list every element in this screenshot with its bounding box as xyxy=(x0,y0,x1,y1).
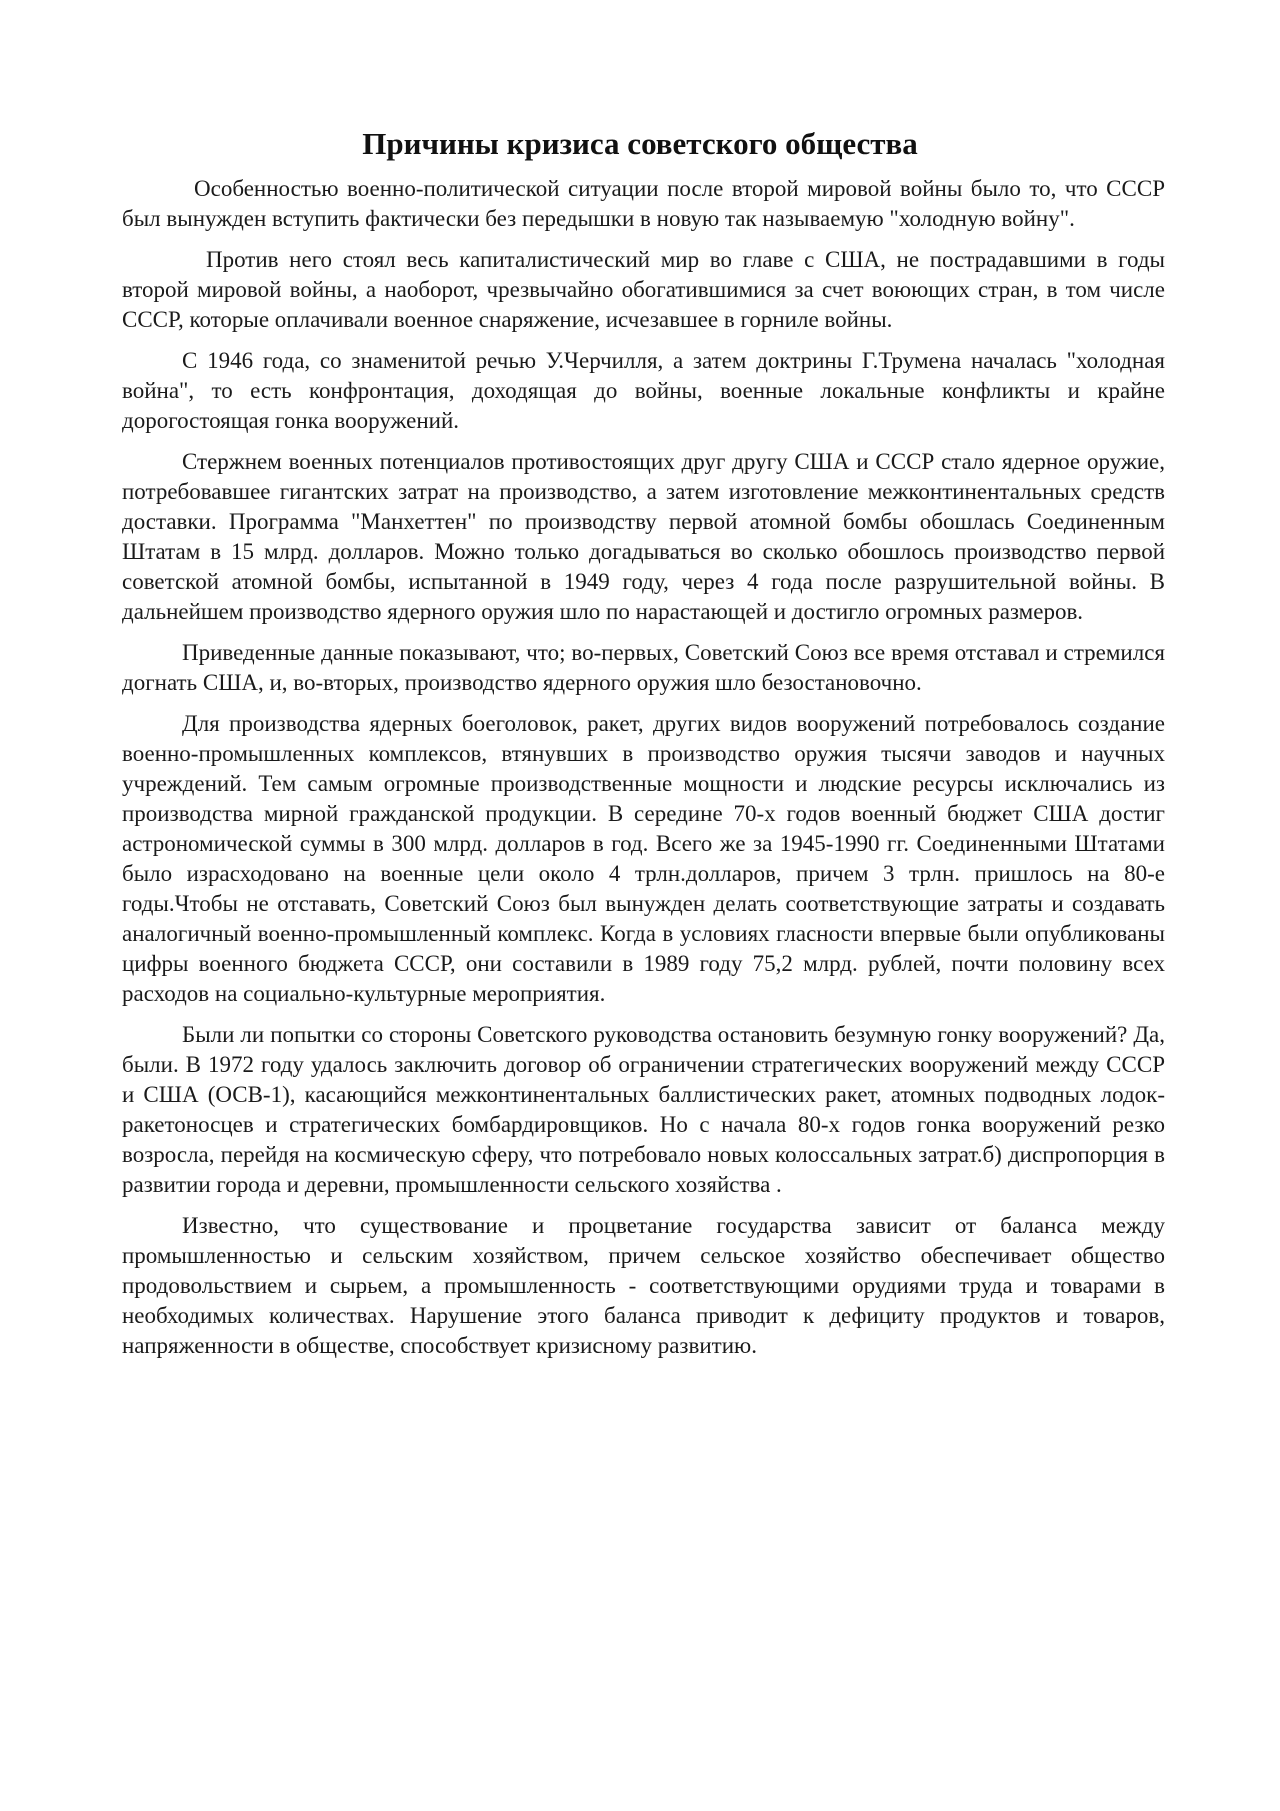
paragraph-8: Известно, что существование и процветание государства зависит от баланса между промышленностью и сельским хозяйством, причем сельское хозяйство обеспечивает общество продовольствием и сырьем, а промышленность - соответствующими орудиями труда и товарами в необходимых количествах. Нарушение этого баланса приводит к дефициту продуктов и товаров, напряженности в обществе, способствует кризисному развитию. xyxy=(122,1213,1165,1358)
paragraph-7: Были ли попытки со стороны Советского руководства остановить безумную гонку вооружений? Да, были. В 1972 году удалось заключить договор об ограничении стратегических вооружений между СССР и США (ОСВ-1), касающийся межконтинентальных баллистических ракет, атомных подводных лодок-ракетоносцев и стратегических бомбардировщиков. Но с начала 80-х годов гонка вооружений резко возросла, перейдя на космическую сферу, что потребовало новых колоссальных затрат.б) диспропорция в развитии города и деревни, промышленности сельского хозяйства . xyxy=(122,1022,1165,1197)
paragraph-6: Для производства ядерных боеголовок, ракет, других видов вооружений потребовалось создание военно-промышленных комплексов, втянувших в производство оружия тысячи заводов и научных учреждений. Тем самым огромные производственные мощности и людские ресурсы исключались из производства мирной гражданской продукции. В середине 70-х годов военный бюджет США достиг астрономической суммы в 300 млрд. долларов в год. Всего же за 1945-1990 гг. Соединенными Штатами было израсходовано на военные цели около 4 трлн.долларов, причем 3 трлн. пришлось на 80-е годы.Чтобы не отставать, Советский Союз был вынужден делать соответствующие затраты и создавать аналогичный военно-промышленный комплекс. Когда в условиях гласности впервые были опубликованы цифры военного бюджета СССР, они составили в 1989 году 75,2 млрд. рублей, почти половину всех расходов на социально-культурные мероприятия. xyxy=(122,711,1165,1006)
paragraph-4: Стержнем военных потенциалов противостоящих друг другу США и СССР стало ядерное оружие, потребовавшее гигантских затрат на производство, а затем изготовление межконтинентальных средств доставки. Программа "Манхеттен" по производству первой атомной бомбы обошлась Соединенным Штатам в 15 млрд. долларов. Можно только догадываться во сколько обошлось производство первой советской атомной бомбы, испытанной в 1949 году, через 4 года после разрушительной войны. В дальнейшем производство ядерного оружия шло по нарастающей и достигло огромных размеров. xyxy=(122,449,1165,624)
paragraph-3: С 1946 года, со знаменитой речью У.Черчилля, а затем доктрины Г.Трумена началась "холодная война", то есть конфронтация, доходящая до войны, военные локальные конфликты и крайне дорогостоящая гонка вооружений. xyxy=(122,348,1165,433)
paragraph-2: Против него стоял весь капиталистический мир во главе с США, не пострадавшими в годы второй мировой войны, а наоборот, чрезвычайно обогатившимися за счет воюющих стран, в том числе СССР, которые оплачивали военное снаряжение, исчезавшее в горниле войны. xyxy=(122,247,1165,332)
page-title: Причины кризиса советского общества xyxy=(362,126,918,161)
paragraph-1: Особенностью военно-политической ситуации после второй мировой войны было то, что СССР был вынужден вступить фактически без передышки в новую так называемую "холодную войну". xyxy=(122,176,1165,231)
document-body xyxy=(122,174,1165,1372)
paragraph-5: Приведенные данные показывают, что; во-первых, Советский Союз все время отставал и стремился догнать США, и, во-вторых, производство ядерного оружия шло безостановочно. xyxy=(122,640,1165,695)
